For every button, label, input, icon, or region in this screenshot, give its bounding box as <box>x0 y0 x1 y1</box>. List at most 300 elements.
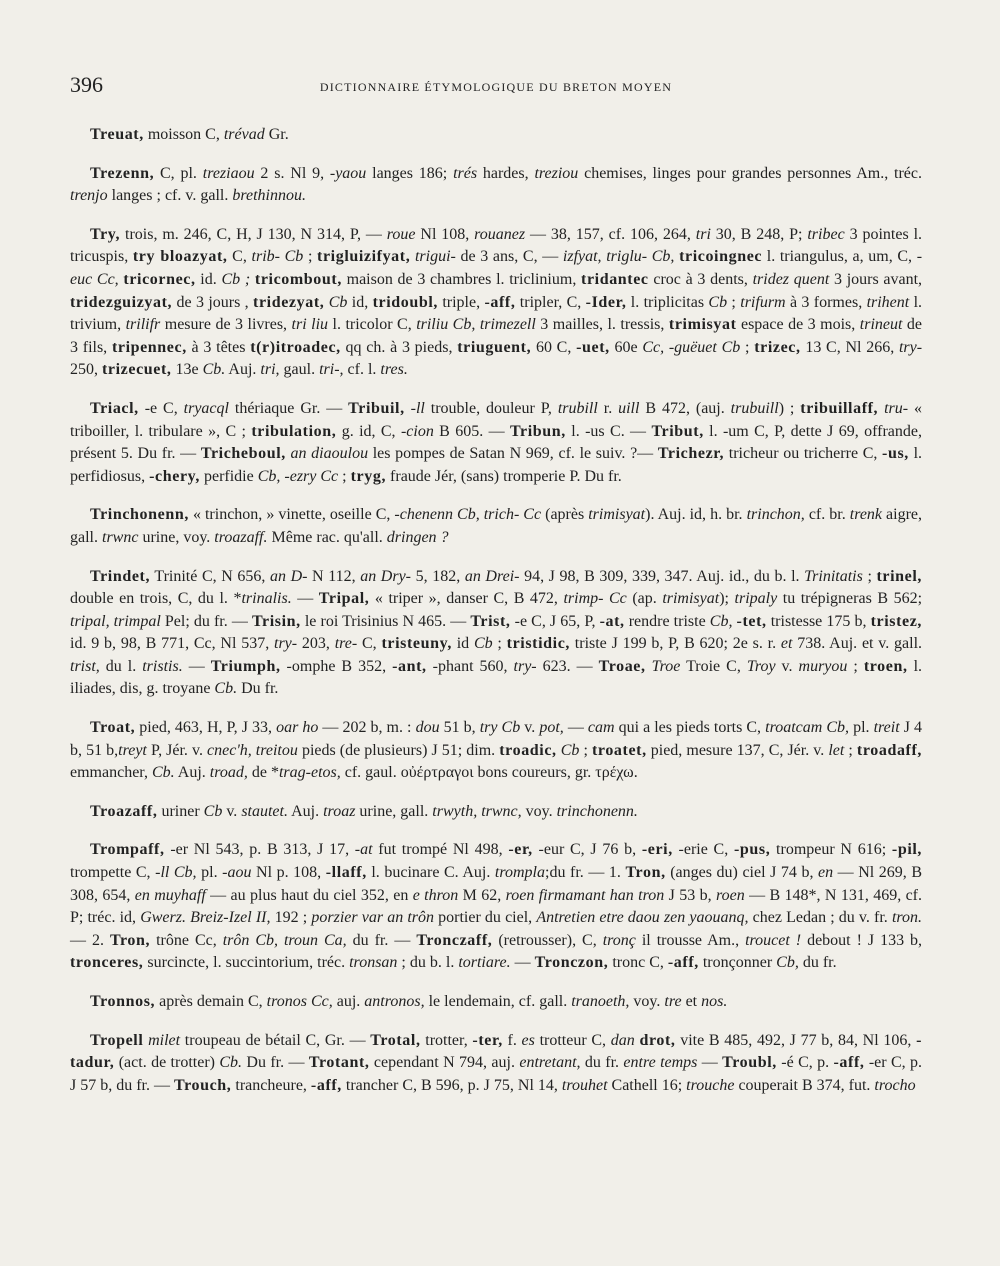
entry-text: Cathell 16; <box>607 1076 687 1094</box>
entry-text: double en trois, C, du l. * <box>70 590 242 608</box>
entry-text: trotter, <box>420 1031 473 1049</box>
entry-text: 3 pointes l. tricuspis, <box>70 225 923 266</box>
italic-text: en muyhaff <box>134 886 206 904</box>
headword: Trist, <box>470 612 511 630</box>
entry-text: le roi Trisinius N 465. — <box>300 612 471 630</box>
italic-text: trihent <box>866 293 910 311</box>
entry-text: Nl p. 108, <box>251 864 326 882</box>
italic-text: treyt <box>118 741 147 759</box>
headword: -chery, <box>149 467 200 485</box>
entry-text: tripler, C, <box>515 293 586 311</box>
entry-text: — 2. <box>70 931 110 949</box>
entry-text: du l. <box>99 657 143 675</box>
italic-text: trôn Cb, troun Ca, <box>222 931 347 949</box>
entry-text: de * <box>247 764 279 782</box>
entry-text: ; <box>862 567 877 585</box>
italic-text: troazaff. <box>214 528 268 546</box>
italic-text: dringen ? <box>386 528 449 546</box>
entry-text: urine, gall. <box>355 802 433 820</box>
entry-text: tronçonner <box>698 954 777 972</box>
headword: Tron, <box>109 931 151 949</box>
entry-text: -er Nl 543, p. B 313, J 17, <box>164 841 355 859</box>
italic-text: trévad <box>223 126 265 143</box>
entry-text: ; <box>579 741 592 759</box>
entry-text: trouble, douleur P, <box>424 399 558 417</box>
entry-text: v. <box>222 802 242 820</box>
italic-text: -ll <box>410 399 425 417</box>
entry-text: ; <box>727 293 741 311</box>
headword: tristidic, <box>506 635 570 653</box>
headword: Trompaff, <box>90 841 165 859</box>
italic-text: troatcam Cb, <box>765 719 850 737</box>
headword: tricoingnec <box>679 248 763 266</box>
page-number: 396 <box>70 72 103 97</box>
headword: -at, <box>599 612 625 630</box>
entry-text: r. <box>597 399 619 417</box>
headword: -pus, <box>733 841 771 859</box>
entry-text: ; <box>338 467 351 485</box>
italic-text: Cb, <box>776 954 799 972</box>
entry-text: ); <box>719 590 735 608</box>
italic-text: oar ho <box>276 719 319 737</box>
entry-text: 203, <box>297 635 335 653</box>
entry-text: du fr. <box>580 1054 624 1072</box>
entry-text: -é C, p. <box>776 1054 834 1072</box>
entry-text: 60e <box>609 338 643 356</box>
entry-text: Auj. <box>225 361 261 379</box>
entry-text: « triper », danser C, B 472, <box>369 590 564 608</box>
dictionary-entry <box>70 717 922 785</box>
italic-text: tronos Cc, <box>266 993 333 1010</box>
entry-text: les pompes de Satan N 969, cf. le suiv. ?— <box>368 445 658 463</box>
entry-text: « trinchon, » vinette, oseille C, <box>188 506 395 524</box>
headword: Triacl, <box>90 399 139 417</box>
italic-text: trocho <box>874 1076 916 1094</box>
entry-text: cf. gaul. οὐέρτραγοι bons coureurs, gr. τρέχω. <box>340 764 638 782</box>
entry-text: emmancher, <box>70 764 152 782</box>
italic-text: trwyth, trwnc, <box>432 802 522 820</box>
italic-text: Cb <box>473 635 493 653</box>
headword: -Ider, <box>585 293 627 311</box>
entry-text: aigre, gall. <box>70 506 923 546</box>
entry-text: gaul. <box>279 361 320 379</box>
italic-text: an Drei- <box>464 567 520 585</box>
entry-text: ; <box>847 657 864 675</box>
headword: troen, <box>863 657 908 675</box>
entry-text: -e C, <box>138 399 184 417</box>
entry-text: debout ! J 133 b, <box>801 931 923 949</box>
italic-text: tronç <box>602 931 636 949</box>
entry-text: auj. <box>332 993 365 1010</box>
italic-text: try- <box>513 657 537 675</box>
headword: Trezenn, <box>90 164 155 182</box>
headword: -uet, <box>576 338 610 356</box>
entry-text: l. perfidiosus, <box>70 445 923 485</box>
entry-text: l. bucinare C. Auj. <box>366 864 495 882</box>
entry-text: l. -um C, P, dette J 69, offrande, présent 5. Du fr. — <box>70 422 922 463</box>
entry-text: ; <box>740 338 755 356</box>
entry-text: M 62, <box>458 886 506 904</box>
entry-text: Pel; du fr. — <box>160 612 252 630</box>
headword: trigluizifyat, <box>317 248 411 266</box>
headword: tribulation, <box>251 422 337 440</box>
italic-text: -cion <box>400 422 434 440</box>
entry-text: — B 148*, N 131, 469, cf. P; tréc. id, <box>70 886 923 927</box>
headword: tridezyat, <box>253 293 325 311</box>
headword: tricornec, <box>123 270 196 288</box>
italic-text: -at <box>354 841 373 859</box>
headword: tristeuny, <box>381 635 452 653</box>
italic-text: trimisyat <box>588 506 646 524</box>
headword: Tribun, <box>509 422 566 440</box>
headword: Trotal, <box>370 1031 421 1049</box>
entry-text: B 605. — <box>433 422 510 440</box>
italic-text: trouche <box>686 1076 735 1094</box>
entry-text: Troie C, <box>680 657 747 675</box>
entry-text: 3 mailles, l. tressis, <box>535 316 669 334</box>
entry-text: Trinité C, N 656, <box>150 567 270 585</box>
italic-text: tron. <box>891 909 923 927</box>
italic-text: tres. <box>380 361 408 379</box>
entry-text: Auj. <box>174 764 210 782</box>
entry-text: tronc C, <box>608 954 668 972</box>
dictionary-entry <box>70 1030 922 1098</box>
entry-text: 13e <box>171 361 203 379</box>
headword: Tribuil, <box>348 399 405 417</box>
entry-text: qq ch. à 3 pieds, <box>340 338 458 356</box>
entry-text: cf. l. <box>343 361 381 379</box>
italic-text: an diaoulou <box>290 445 369 463</box>
headword: -us, <box>882 445 909 463</box>
entry-text: le lendemain, cf. gall. <box>424 993 572 1010</box>
entry-text: de 3 jours , <box>172 293 254 311</box>
entry-text: trompeur N 616; <box>770 841 892 859</box>
headword: tridezguizyat, <box>70 293 173 311</box>
italic-text: tribec <box>807 225 845 243</box>
headword: Tronczaff, <box>416 931 493 949</box>
italic-text: Troy <box>746 657 776 675</box>
italic-text: Troe <box>651 657 681 675</box>
entry-text: fraude Jér, (sans) tromperie P. Du fr. <box>386 467 622 485</box>
entry-text: P, Jér. v. <box>146 741 208 759</box>
entry-text: voy. <box>629 993 665 1010</box>
headword: Troazaff, <box>90 802 158 820</box>
italic-text: trag-etos, <box>278 764 341 782</box>
entry-text: 192 ; <box>270 909 312 927</box>
italic-text: e thron <box>412 886 459 904</box>
headword: -aff, <box>484 293 516 311</box>
dictionary-entry <box>70 991 922 1014</box>
italic-text: izfyat, triglu- Cb, <box>562 248 675 266</box>
headword: tridoubl, <box>372 293 438 311</box>
italic-text: pot, <box>539 719 564 737</box>
entry-text: l. iliades, dis, g. troyane <box>70 657 923 698</box>
entry-text: — <box>510 954 535 972</box>
italic-text: trenk <box>849 506 883 524</box>
entry-text: 30, B 248, P; <box>710 225 808 243</box>
italic-text: trineut <box>859 316 903 334</box>
entry-text: (ap. <box>626 590 663 608</box>
italic-text: trompla <box>494 864 545 882</box>
headword: -pil, <box>891 841 923 859</box>
headword: Tropell <box>90 1031 144 1049</box>
headword: Trindet, <box>90 567 151 585</box>
entry-text: trône Cc, <box>150 931 223 949</box>
entry-text: g. id, C, <box>336 422 401 440</box>
headword: Tribut, <box>651 422 704 440</box>
entry-text: 60 C, <box>531 338 577 356</box>
italic-text: dou <box>415 719 440 737</box>
entry-text: triple, <box>437 293 485 311</box>
italic-text: tortiare. <box>458 954 511 972</box>
italic-text: trifurm <box>740 293 786 311</box>
entry-text: tricheur ou tricherre C, <box>724 445 883 463</box>
entry-text: J 4 b, 51 b, <box>70 719 923 759</box>
italic-text: Gwerz. Breiz-Izel II, <box>140 909 271 927</box>
entry-text: pied, 463, H, P, J 33, <box>135 719 277 737</box>
entry-text: ; <box>492 635 507 653</box>
italic-text: troucet ! <box>745 931 802 949</box>
italic-text: try Cb <box>479 719 521 737</box>
headword: -aff, <box>310 1076 342 1094</box>
italic-text: tristis. <box>142 657 183 675</box>
italic-text: try- <box>274 635 298 653</box>
entry-text: trotteur C, <box>534 1031 611 1049</box>
italic-text: roue <box>386 225 416 243</box>
headword: trizecuet, <box>102 361 172 379</box>
entry-text: et <box>681 993 702 1010</box>
entry-text: 51 b, <box>439 719 480 737</box>
entry-text: — <box>563 719 588 737</box>
italic-text: rouanez <box>474 225 526 243</box>
entry-text: perfidie <box>199 467 258 485</box>
entry-text: trancher C, B 596, p. J 75, Nl 14, <box>341 1076 562 1094</box>
dictionary-entry <box>70 124 922 147</box>
headword: tripennec, <box>111 338 187 356</box>
headword: -aff, <box>833 1054 865 1072</box>
italic-text: tryacql <box>183 399 229 417</box>
entry-text: trompette C, <box>70 864 156 882</box>
entry-text: pieds (de plusieurs) J 51; dim. <box>297 741 500 759</box>
entry-text: de 3 fils, <box>70 316 923 356</box>
headword: Trichezr, <box>657 445 725 463</box>
italic-text: tru- <box>884 399 909 417</box>
entry-text: -omphe B 352, <box>280 657 393 675</box>
headword: tribuillaff, <box>800 399 879 417</box>
italic-text: Cb. <box>214 680 238 698</box>
headword: tricombout, <box>254 270 342 288</box>
italic-text: cam <box>587 719 615 737</box>
entry-text: (act. de trotter) <box>114 1054 220 1072</box>
italic-text: roen firmamant han tron <box>505 886 665 904</box>
entry-text: 623. — <box>536 657 599 675</box>
entry-text: pl. <box>849 719 874 737</box>
entry-text: troupeau de bétail C, Gr. — <box>180 1031 371 1049</box>
entry-text: (après <box>541 506 589 524</box>
entry-text: qui a les pieds torts C, <box>614 719 766 737</box>
entry-text: N 112, <box>307 567 361 585</box>
entry-text: à 3 formes, <box>785 293 867 311</box>
entry-text: id. 9 b, 98, B 771, Cc, Nl 537, <box>70 635 274 653</box>
italic-text: nos. <box>701 993 728 1010</box>
entry-text: tristesse 175 b, <box>766 612 871 630</box>
headword: -tadur, <box>70 1031 923 1072</box>
entry-text: cependant N 794, auj. <box>369 1054 520 1072</box>
headword: Troae, <box>598 657 646 675</box>
italic-text: Cb <box>203 802 223 820</box>
headword: Trinchonenn, <box>90 506 189 524</box>
entry-text: portier du ciel, <box>434 909 537 927</box>
entry-text: langes 186; <box>366 164 454 182</box>
entry-text: 13 C, Nl 266, <box>800 338 899 356</box>
entry-text: Nl 108, <box>415 225 475 243</box>
entry-text: langes ; cf. v. gall. <box>107 187 233 205</box>
entry-text: ; du b. l. <box>397 954 459 972</box>
entry-text: l. -us C. — <box>565 422 652 440</box>
entry-text: B 472, (auj. <box>639 399 731 417</box>
entry-text: ). Auj. id, h. br. <box>645 506 747 524</box>
italic-text: Cb, -ezry Cc <box>257 467 339 485</box>
italic-text: tre- <box>334 635 358 653</box>
italic-text: milet <box>148 1031 181 1049</box>
entry-text: — au plus haut du ciel 352, en <box>205 886 413 904</box>
italic-text: tripaly <box>734 590 778 608</box>
headword: Triumph, <box>210 657 281 675</box>
headword: -aff, <box>667 954 699 972</box>
entry-text: Auj. <box>287 802 324 820</box>
entry-text: surcincte, l. succintorium, tréc. <box>143 954 350 972</box>
dictionary-entry <box>70 566 922 702</box>
italic-text: tri-, <box>319 361 344 379</box>
entry-text: v. <box>775 657 799 675</box>
entry-text: Du fr. — <box>242 1054 309 1072</box>
entry-text: l. trivium, <box>70 293 923 334</box>
headword: -llaff, <box>325 864 367 882</box>
entry-text: à 3 têtes <box>186 338 251 356</box>
italic-text: trubuill <box>730 399 779 417</box>
headword: troatet, <box>591 741 647 759</box>
headword: Tronnos, <box>90 993 156 1010</box>
headword: Try, <box>90 225 121 243</box>
entry-text: ;du fr. — 1. <box>545 864 626 882</box>
entry-text: 3 jours avant, <box>829 270 923 288</box>
page-header <box>70 72 922 98</box>
entry-text: de 3 ans, C, — <box>455 248 563 266</box>
entry-text: — <box>291 590 319 608</box>
entry-text: Du fr. <box>237 680 279 698</box>
italic-text: let <box>828 741 845 759</box>
entry-text: pied, mesure 137, C, Jér. v. <box>646 741 829 759</box>
italic-text: tridez quent <box>752 270 830 288</box>
italic-text: tri, <box>260 361 280 379</box>
italic-text: trés <box>453 164 478 182</box>
entry-text: 2 s. Nl 9, <box>254 164 330 182</box>
dictionary-entry <box>70 504 922 549</box>
italic-text: Antretien etre daou zen yaouanq, <box>536 909 749 927</box>
italic-text: an D- <box>269 567 308 585</box>
entry-text: id, <box>347 293 373 311</box>
italic-text: trist, <box>70 657 100 675</box>
entry-text: -erie C, <box>672 841 734 859</box>
italic-text: trinchon, <box>746 506 805 524</box>
italic-text: trinchonenn. <box>556 802 638 820</box>
italic-text: tronsan <box>349 954 398 972</box>
italic-text: tre <box>664 993 682 1010</box>
italic-text: treziou <box>534 164 579 182</box>
entry-text: trois, m. 246, C, H, J 130, N 314, P, — <box>120 225 387 243</box>
italic-text: -chenenn Cb, trich- Cc <box>394 506 542 524</box>
headword: Tron, <box>625 864 666 882</box>
italic-text: troad, <box>209 764 248 782</box>
italic-text: trwnc <box>102 528 139 546</box>
headword: trimisyat <box>668 316 737 334</box>
headword: troadic, <box>499 741 557 759</box>
italic-text: trimisyat <box>662 590 720 608</box>
entry-text: — <box>697 1054 723 1072</box>
headword: -tet, <box>736 612 767 630</box>
italic-text: tranoeth, <box>571 993 630 1010</box>
headword: tronceres, <box>70 954 144 972</box>
italic-text: es <box>521 1031 535 1049</box>
entry-text: C, <box>227 248 252 266</box>
italic-text: antronos, <box>364 993 425 1010</box>
italic-text: trigui- <box>414 248 456 266</box>
headword: trinel, <box>876 567 923 585</box>
italic-text: trib- Cb <box>251 248 304 266</box>
entry-text: du fr. <box>798 954 837 972</box>
italic-text: en <box>818 864 834 882</box>
entry-text: voy. <box>521 802 557 820</box>
entry-text: rendre triste <box>624 612 710 630</box>
headword: tridantec <box>581 270 649 288</box>
entry-text: 5, 182, <box>411 567 465 585</box>
entry-text: -er C, p. J 57 b, du fr. — <box>70 1054 923 1094</box>
entry-text: maison de 3 chambres l. triclinium, <box>341 270 582 288</box>
italic-text: stautet. <box>241 802 288 820</box>
italic-text: dan <box>610 1031 635 1049</box>
entry-text: — 38, 157, cf. 106, 264, <box>525 225 696 243</box>
italic-text: tri liu <box>291 316 329 334</box>
headword: Tronczon, <box>534 954 609 972</box>
entry-text: espace de 3 mois, <box>736 316 860 334</box>
entry-text: urine, voy. <box>138 528 215 546</box>
dictionary-entry <box>70 801 922 824</box>
entries-list <box>70 124 922 1097</box>
entry-text: « triboiller, l. tribulare », C ; <box>70 399 923 440</box>
italic-text: brethinnou. <box>232 187 306 205</box>
entry-text: id. <box>195 270 222 288</box>
entry-text: tu trépigneras B 562; <box>777 590 923 608</box>
entry-text: cf. br. <box>804 506 850 524</box>
entry-text: après demain C, <box>155 993 267 1010</box>
entry-text: C, pl. <box>154 164 203 182</box>
entry-text: l. triangulus, a, um, C, <box>762 248 917 266</box>
italic-text: trouhet <box>561 1076 608 1094</box>
entry-text: ; <box>844 741 857 759</box>
entry-text: ; <box>303 248 318 266</box>
italic-text: trimp- Cc <box>563 590 627 608</box>
entry-text: ) ; <box>778 399 801 417</box>
headword: -eri, <box>641 841 673 859</box>
headword: tryg, <box>350 467 387 485</box>
entry-text: croc à 3 dents, <box>648 270 753 288</box>
entry-text: — 202 b, m. : <box>318 719 416 737</box>
headword: try bloazyat, <box>132 248 228 266</box>
italic-text: Cb, <box>709 612 733 630</box>
entry-text: -e C, J 65, P, <box>510 612 600 630</box>
dictionary-entry <box>70 163 922 208</box>
italic-text: an Dry- <box>360 567 412 585</box>
